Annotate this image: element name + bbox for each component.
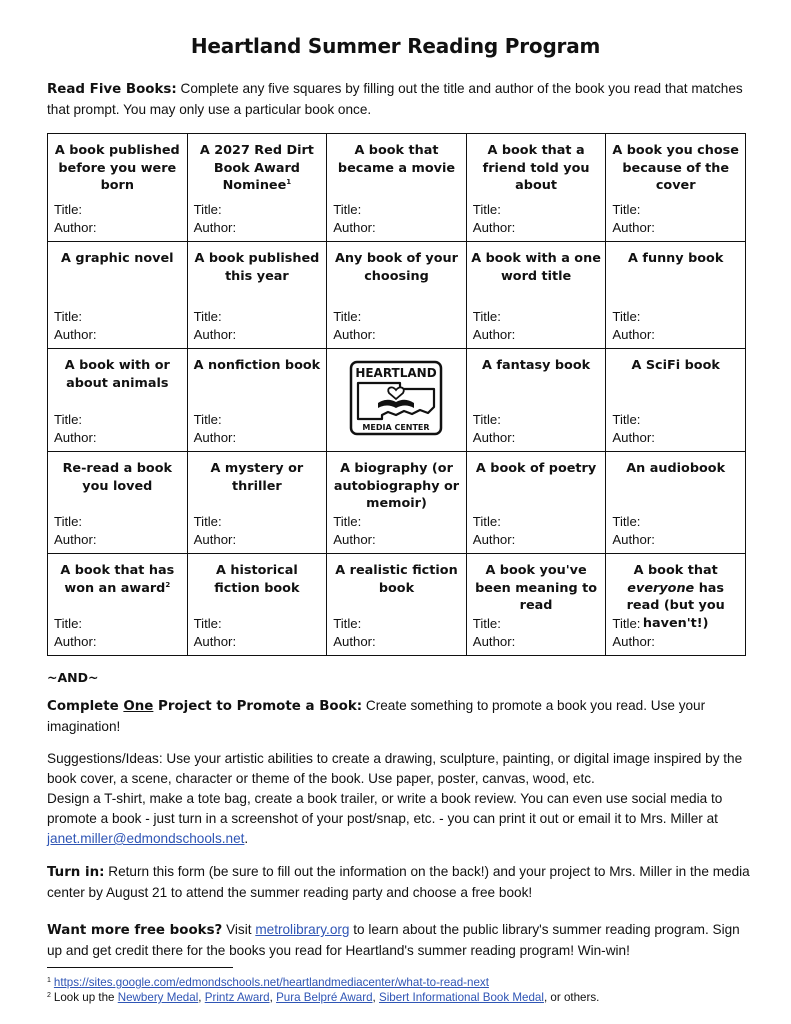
square-fields[interactable] [473, 308, 516, 343]
author-field[interactable]: Author: [612, 219, 655, 235]
square-fields[interactable] [194, 308, 237, 343]
square-prompt: Any book of your choosing [335, 251, 458, 284]
award-link-sibert[interactable]: Sibert Informational Book Medal [378, 991, 544, 1004]
title-field[interactable]: Title: [333, 202, 362, 217]
author-field[interactable]: Author: [333, 219, 376, 235]
project-paragraph [47, 696, 747, 737]
grid-square [327, 452, 467, 554]
square-prompt: A biography (or autobiography or memoir) [333, 461, 460, 511]
square-prompt: A mystery or thriller [210, 461, 304, 494]
square-fields[interactable] [194, 201, 237, 236]
square-prompt: A book that has won an award$^2$ [60, 563, 175, 596]
author-field[interactable]: Author: [54, 429, 97, 445]
title-field[interactable]: Title: [612, 616, 641, 631]
grid-square [48, 349, 188, 452]
title-field[interactable]: Title: [54, 514, 83, 529]
footnote-marker: 1 [286, 178, 292, 186]
author-field[interactable]: Author: [472, 633, 516, 649]
square-prompt: A historical fiction book [214, 563, 300, 596]
grid-square [466, 554, 606, 656]
ideas-line-2: Design a T-shirt, make a tote bag, create a book trailer, or write a book review. You can even use social media to promote a book - just turn in a screenshot of your post/snap, etc. - you can print it out or email it to Mrs. Miller at janet.miller@edmondschools.net. [47, 791, 723, 846]
grid-square [187, 349, 327, 452]
title-field[interactable]: Title: [193, 309, 222, 324]
grid-row [48, 242, 746, 349]
footnote-2: $^2$ Look up the Newbery Medal, Printz Award, Pura Belpré Award, Sibert Informational Book Medal, or others. [47, 991, 600, 1004]
title-field[interactable]: Title: [472, 514, 501, 529]
author-field[interactable]: Author: [54, 633, 97, 649]
logo-top-text: HEARTLAND [355, 366, 438, 380]
and-divider: ~AND~ [47, 670, 99, 685]
square-fields[interactable] [333, 308, 376, 343]
square-fields[interactable] [612, 411, 655, 446]
square-prompt: An audiobook [626, 461, 726, 476]
turn-in-lead: Turn in: [47, 865, 105, 880]
footnote-1-link[interactable]: https://sites.google.com/edmondschools.net/heartlandmediacenter/what-to-read-next [53, 976, 489, 989]
title-field[interactable]: Title: [54, 412, 83, 427]
square-prompt: Re-read a book you loved [62, 461, 173, 494]
grid-row [48, 554, 746, 656]
author-field[interactable]: Author: [612, 429, 655, 445]
author-field[interactable]: Author: [612, 326, 655, 342]
square-prompt: A book that a friend told you about [482, 143, 590, 193]
grid-square [187, 242, 327, 349]
square-fields[interactable] [54, 615, 97, 650]
project-lead-underlined: One [123, 699, 154, 714]
square-prompt: A graphic novel [61, 251, 174, 266]
square-fields[interactable] [473, 201, 516, 236]
grid-square [466, 242, 606, 349]
square-fields[interactable] [333, 201, 376, 236]
grid-square [327, 554, 467, 656]
square-fields[interactable] [54, 513, 97, 548]
ideas-section [47, 749, 752, 849]
author-field[interactable]: Author: [54, 219, 97, 235]
title-field[interactable]: Title: [333, 616, 362, 631]
intro-paragraph [47, 79, 747, 120]
square-prompt: A SciFi book [631, 358, 720, 373]
author-field[interactable]: Author: [54, 326, 97, 342]
award-link-pura-belpre[interactable]: Pura Belpré Award [276, 991, 373, 1004]
square-prompt: A nonfiction book [193, 358, 321, 373]
more-books-paragraph: Want more free books? Visit metrolibrary.org to learn about the public library's summer reading program. Sign up and get credit there for the books you read for Heartland's summer reading program! Win-win! [47, 922, 740, 958]
square-prompt: A book published this year [194, 251, 320, 284]
title-field[interactable]: Title: [612, 412, 641, 427]
project-text: Create something to promote a book you read. Use your imagination! [47, 698, 706, 734]
square-prompt: A book published before you were born [54, 143, 180, 193]
author-field[interactable]: Author: [472, 429, 516, 445]
author-field[interactable]: Author: [612, 633, 655, 649]
square-prompt: A 2027 Red Dirt Book Award Nominee$^1$ [199, 143, 314, 193]
square-prompt: A book with or about animals [64, 358, 170, 391]
author-field[interactable]: Author: [193, 633, 237, 649]
grid-square [466, 134, 606, 242]
grid-square [466, 349, 606, 452]
author-field[interactable]: Author: [193, 429, 237, 445]
heartland-logo-icon [327, 359, 466, 442]
footnotes [47, 975, 752, 1005]
grid-square [327, 134, 467, 242]
author-field[interactable]: Author: [193, 219, 237, 235]
grid-row [48, 349, 746, 452]
more-books-lead: Want more free books? [47, 923, 223, 938]
grid-square [48, 554, 188, 656]
author-field[interactable]: Author: [54, 531, 97, 547]
grid-row [48, 134, 746, 242]
grid-square [606, 452, 746, 554]
square-fields[interactable] [54, 201, 97, 236]
title-field[interactable]: Title: [612, 202, 641, 217]
square-fields[interactable] [333, 513, 376, 548]
square-fields[interactable] [473, 513, 516, 548]
title-field[interactable]: Title: [472, 616, 501, 631]
grid-square [606, 554, 746, 656]
footnote-1: $^1$ https://sites.google.com/edmondschools.net/heartlandmediacenter/what-to-read-next [47, 976, 489, 989]
square-fields[interactable] [612, 201, 655, 236]
grid-square [48, 242, 188, 349]
square-prompt: A book you chose because of the cover [612, 143, 739, 193]
author-field[interactable]: Author: [193, 531, 237, 547]
logo-square [327, 349, 467, 452]
title-field[interactable]: Title: [472, 412, 501, 427]
title-field[interactable]: Title: [333, 309, 362, 324]
author-field[interactable]: Author: [472, 326, 516, 342]
grid-square [606, 134, 746, 242]
square-fields[interactable] [194, 615, 237, 650]
title-field[interactable]: Title: [472, 202, 501, 217]
footnote-rule [47, 967, 233, 968]
author-field[interactable]: Author: [333, 531, 376, 547]
square-fields[interactable] [333, 615, 376, 650]
award-link-printz[interactable]: Printz Award [204, 991, 270, 1004]
square-fields[interactable] [54, 411, 97, 446]
square-fields[interactable] [54, 308, 97, 343]
author-field[interactable]: Author: [472, 219, 516, 235]
author-field[interactable]: Author: [333, 633, 376, 649]
grid-row [48, 452, 746, 554]
square-prompt: A book that everyone has read (but you haven't!) [626, 563, 725, 631]
intro-text: Complete any five squares by filling out the title and author of the book you read that matches that prompt. You may only use a particular book once. [47, 81, 743, 117]
author-field[interactable]: Author: [472, 531, 516, 547]
reading-bingo-grid [47, 133, 746, 656]
square-prompt: A realistic fiction book [335, 563, 458, 596]
title-field[interactable]: Title: [54, 616, 83, 631]
title-field[interactable]: Title: [193, 412, 222, 427]
square-fields[interactable] [612, 513, 655, 548]
grid-square [48, 134, 188, 242]
page-title: Heartland Summer Reading Program [190, 34, 601, 58]
grid-square [327, 242, 467, 349]
grid-square [187, 452, 327, 554]
turn-in-text: Return this form (be sure to fill out the information on the back!) and your project to Mrs. Miller in the media center by August 21 to attend the summer reading party and choose a free book! [47, 864, 750, 900]
grid-square [606, 242, 746, 349]
grid-square [466, 452, 606, 554]
grid-square [187, 134, 327, 242]
square-prompt: A book you've been meaning to read [475, 563, 598, 613]
intro-lead: Read Five Books: [47, 82, 177, 97]
square-fields[interactable] [612, 615, 655, 650]
square-fields[interactable] [194, 513, 237, 548]
email-link[interactable]: janet.miller@edmondschools.net [47, 831, 245, 846]
square-fields[interactable] [473, 615, 516, 650]
title-field[interactable]: Title: [193, 514, 222, 529]
turn-in-paragraph [47, 862, 752, 903]
title-field[interactable]: Title: [54, 309, 83, 324]
grid-square [187, 554, 327, 656]
square-fields[interactable] [194, 411, 237, 446]
author-field[interactable]: Author: [193, 326, 237, 342]
title-field[interactable]: Title: [333, 514, 362, 529]
award-link-newbery[interactable]: Newbery Medal [117, 991, 199, 1004]
grid-square [48, 452, 188, 554]
square-prompt: A book of poetry [475, 461, 597, 476]
square-fields[interactable] [612, 308, 655, 343]
logo-bottom-text: MEDIA CENTER [362, 423, 431, 432]
title-field[interactable]: Title: [193, 616, 222, 631]
footnote-marker: 2 [165, 580, 171, 589]
title-field[interactable]: Title: [472, 309, 501, 324]
square-prompt: A fantasy book [482, 358, 591, 373]
square-prompt: A book with a one word title [471, 251, 601, 284]
grid-square [606, 349, 746, 452]
author-field[interactable]: Author: [612, 531, 655, 547]
metrolibrary-link[interactable]: metrolibrary.org [255, 922, 350, 937]
square-prompt: A book that became a movie [337, 143, 456, 176]
square-fields[interactable] [473, 411, 516, 446]
title-field[interactable]: Title: [54, 202, 83, 217]
title-field[interactable]: Title: [193, 202, 222, 217]
title-field[interactable]: Title: [612, 309, 641, 324]
ideas-line-1: Suggestions/Ideas: Use your artistic abilities to create a drawing, sculpture, painting, or digital image inspired by the book cover, a scene, character or theme of the book. Use paper, poster, canvas, wood, etc. [47, 751, 743, 786]
square-prompt: A funny book [628, 251, 724, 266]
author-field[interactable]: Author: [333, 326, 376, 342]
project-lead: Complete One Project to Promote a Book: [47, 699, 363, 714]
title-field[interactable]: Title: [612, 514, 641, 529]
